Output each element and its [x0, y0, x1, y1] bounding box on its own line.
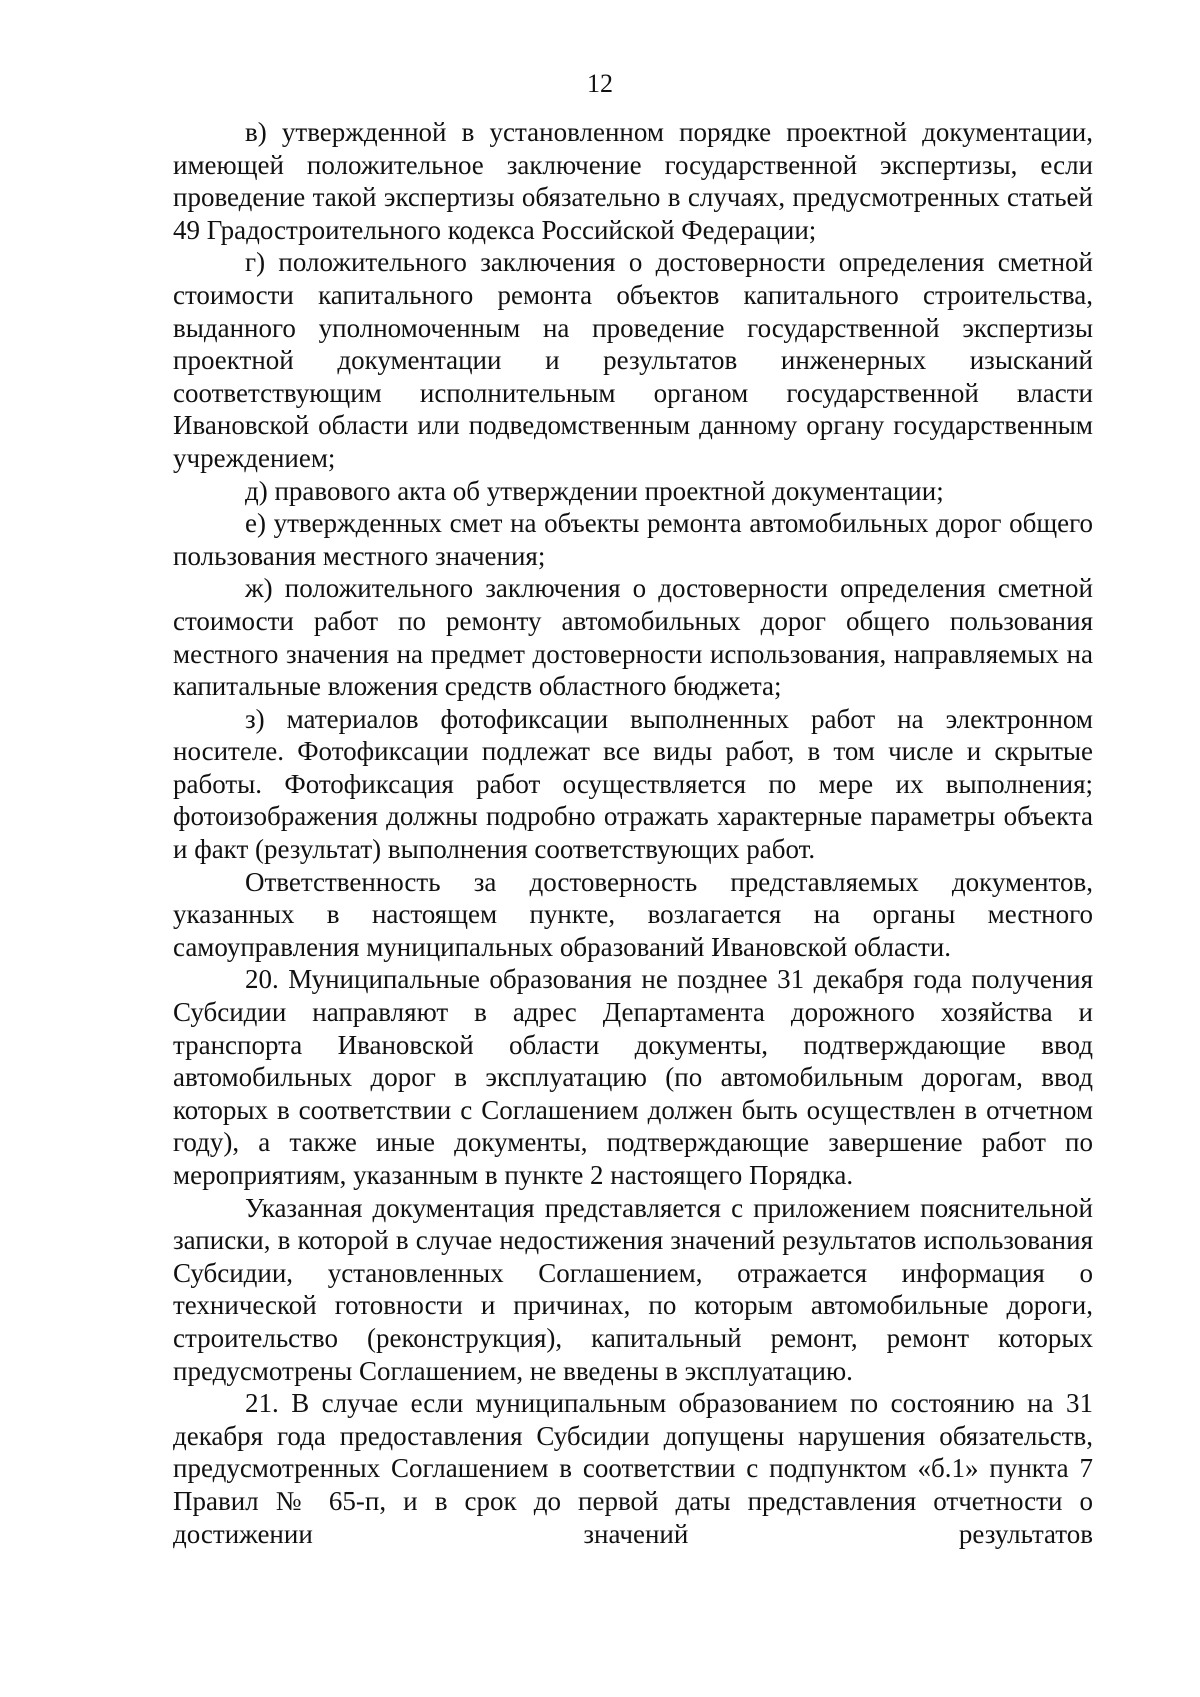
paragraph-item-e: е) утвержденных смет на объекты ремонта автомобильных дорог общего пользования местного значения; — [173, 508, 1093, 571]
paragraph-item-d: д) правового акта об утверждении проектной документации; — [245, 475, 944, 506]
paragraph-documentation-note: Указанная документация представляется с приложением пояснительной записки, в которой в случае недостижения значений результатов использования Субсидии, установленных Соглашением, отражается информация о технической готовности и причинах, по которым автомобильные дороги, строительство (реконструкция), капитальный ремонт, ремонт которых предусмотрены Соглашением, не введены в эксплуатацию. — [173, 1192, 1093, 1386]
paragraph-item-v: в) утвержденной в установленном порядке проектной документации, имеющей положительное заключение государственной экспертизы, если проведение такой экспертизы обязательно в случаях, предусмотренных статьей 49 Градостроительного кодекса Российской Федерации; — [173, 117, 1093, 245]
page-number: 12 — [587, 69, 613, 98]
paragraph-item-g: г) положительного заключения о достоверности определения сметной стоимости капитального ремонта объектов капитального строительства, выданного уполномоченным на проведение государственной экспертизы проектной документации и результатов инженерных изысканий соответствующим исполнительным органом государственной власти Ивановской области или подведомственным данному органу государственным учреждением; — [173, 247, 1093, 473]
paragraph-item-zh: ж) положительного заключения о достоверности определения сметной стоимости работ по ремонту автомобильных дорог общего пользования местного значения на предмет достоверности использования, направляемых на капитальные вложения средств областного бюджета; — [173, 573, 1093, 702]
paragraph-responsibility: Ответственность за достоверность представляемых документов, указанных в настоящем пункте, возлагается на органы местного самоуправления муниципальных образований Ивановской области. — [173, 866, 1093, 962]
paragraph-clause-20: 20. Муниципальные образования не позднее 31 декабря года получения Субсидии направляют в адрес Департамента дорожного хозяйства и транспорта Ивановской области документы, подтверждающие ввод автомобильных дорог в эксплуатацию (по автомобильным дорогам, ввод которых в соответствии с Соглашением должен быть осуществлен в отчетном году), а также иные документы, подтверждающие завершение работ по мероприятиям, указанным в пункте 2 настоящего Порядка. — [173, 964, 1093, 1190]
paragraph-item-z: з) материалов фотофиксации выполненных работ на электронном носителе. Фотофиксации подлежат все виды работ, в том числе и скрытые работы. Фотофиксация работ осуществляется по мере их выполнения; фотоизображения должны подробно отражать характерные параметры объекта и факт (результат) выполнения соответствующих работ. — [173, 703, 1093, 865]
paragraph-clause-21: 21. В случае если муниципальным образованием по состоянию на 31 декабря года предоставления Субсидии допущены нарушения обязательств, предусмотренных Соглашением в соответствии с подпунктом «б.1» пункта 7 Правил № 65-п, и в срок до первой даты представления отчетности о достижении значений результатов — [173, 1388, 1093, 1549]
document-body — [173, 116, 1093, 1550]
